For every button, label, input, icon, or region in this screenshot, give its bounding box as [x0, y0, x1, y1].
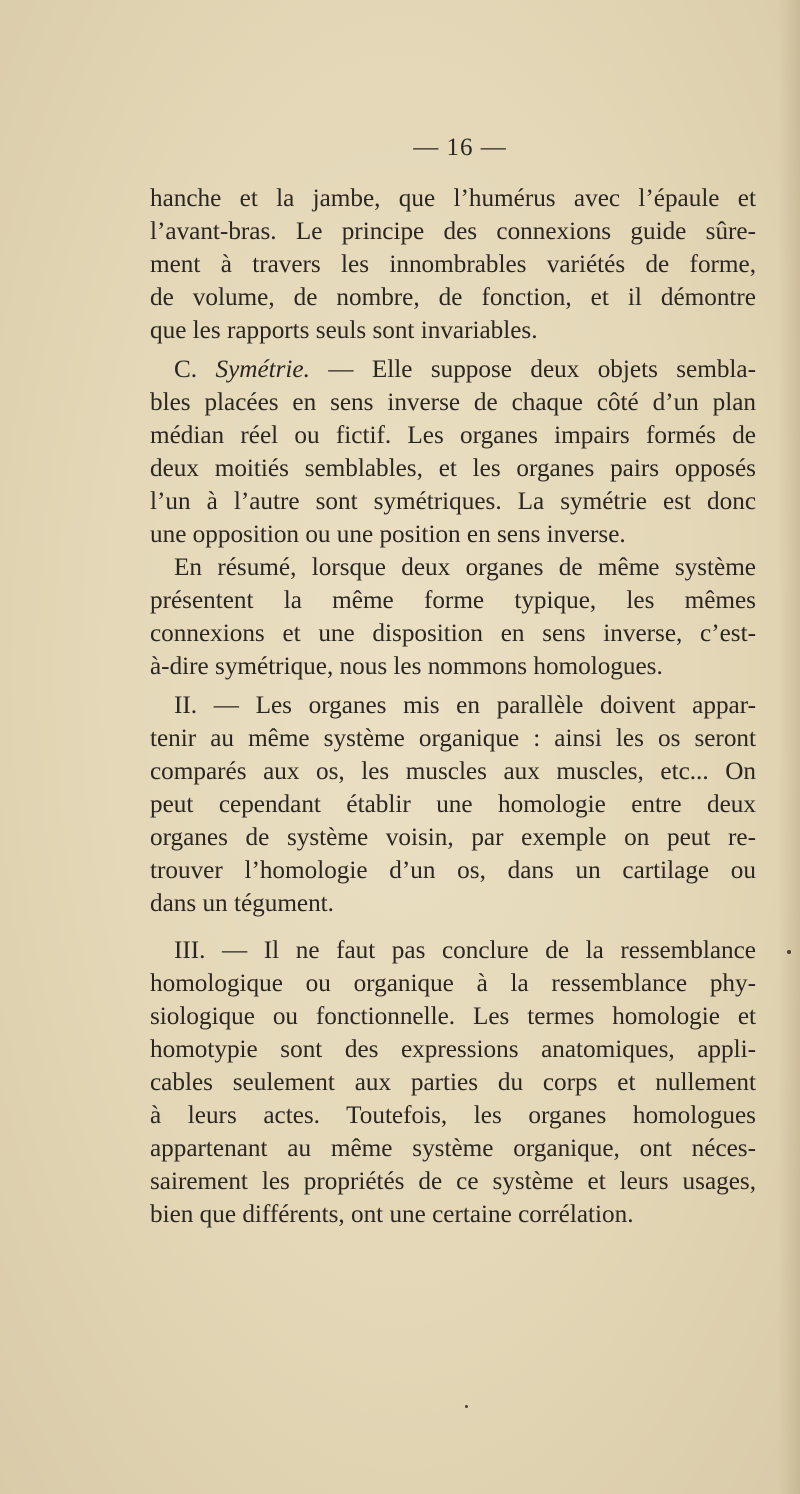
ink-speck	[787, 950, 791, 954]
section-letter: C.	[174, 356, 216, 383]
text-line: l’un à l’autre sont symétriques. La symétrie est donc	[150, 488, 756, 515]
text-line: présentent la même forme typique, les mêmes	[150, 587, 756, 614]
text-line: comparés aux os, les muscles aux muscles, etc... On	[150, 758, 756, 785]
text-line: sairement les propriétés de ce système et leurs usages,	[150, 1168, 756, 1195]
text-line: que les rapports seuls sont invariables.	[150, 317, 538, 344]
text-line: En résumé, lorsque deux organes de même système	[174, 554, 756, 581]
text-line: homologique ou organique à la ressemblance phy-	[150, 970, 756, 997]
text-line: de volume, de nombre, de fonction, et il démontre	[150, 284, 756, 311]
body-text	[150, 182, 756, 1231]
paragraph-symetrie	[150, 353, 756, 551]
text-line: siologique ou fonctionnelle. Les termes homologie et	[150, 1003, 756, 1030]
text-line: cables seulement aux parties du corps et nullement	[150, 1069, 756, 1096]
text-line: homotypie sont des expressions anatomiques, appli-	[150, 1036, 756, 1063]
text-line: deux moitiés semblables, et les organes pairs opposés	[150, 455, 756, 482]
text-line: organes de système voisin, par exemple on peut re-	[150, 824, 756, 851]
text-line: trouver l’homologie d’un os, dans un cartilage ou	[150, 857, 756, 884]
text-line: appartenant au même système organique, ont néces-	[150, 1135, 756, 1162]
text-line: une opposition ou une position en sens inverse.	[150, 521, 626, 548]
text-line: hanche et la jambe, que l’humérus avec l’épaule et	[150, 185, 756, 212]
text-line: l’avant-bras. Le principe des connexions guide sûre-	[150, 218, 756, 245]
section-heading: Symétrie.	[215, 356, 310, 383]
paragraph-continuation	[150, 182, 756, 347]
text-line	[150, 353, 756, 386]
text-line: III. — Il ne faut pas conclure de la ressemblance	[174, 937, 756, 964]
text-line: peut cependant établir une homologie entre deux	[150, 791, 756, 818]
ink-speck	[465, 1405, 468, 1408]
paragraph-resume	[150, 551, 756, 683]
text-line: bien que différents, ont une certaine corrélation.	[150, 1201, 634, 1228]
page-number: — 16 —	[413, 134, 507, 161]
text-line: à-dire symétrique, nous les nommons homologues.	[150, 653, 663, 680]
text-line: II. — Les organes mis en parallèle doivent appar-	[174, 692, 756, 719]
paragraph-section-iii	[150, 934, 756, 1231]
page-edge-shadow	[778, 0, 800, 1494]
text-line: bles placées en sens inverse de chaque côté d’un plan	[150, 389, 756, 416]
text-fragment: — Elle suppose deux objets sembla-	[309, 356, 756, 383]
text-line: dans un tégument.	[150, 890, 334, 917]
text-line: ment à travers les innombrables variétés de forme,	[150, 251, 756, 278]
text-line: à leurs actes. Toutefois, les organes homologues	[150, 1102, 756, 1129]
text-line: tenir au même système organique : ainsi les os seront	[150, 725, 756, 752]
text-line: médian réel ou fictif. Les organes impairs formés de	[150, 422, 756, 449]
text-line: connexions et une disposition en sens inverse, c’est-	[150, 620, 756, 647]
paragraph-section-ii	[150, 689, 756, 920]
